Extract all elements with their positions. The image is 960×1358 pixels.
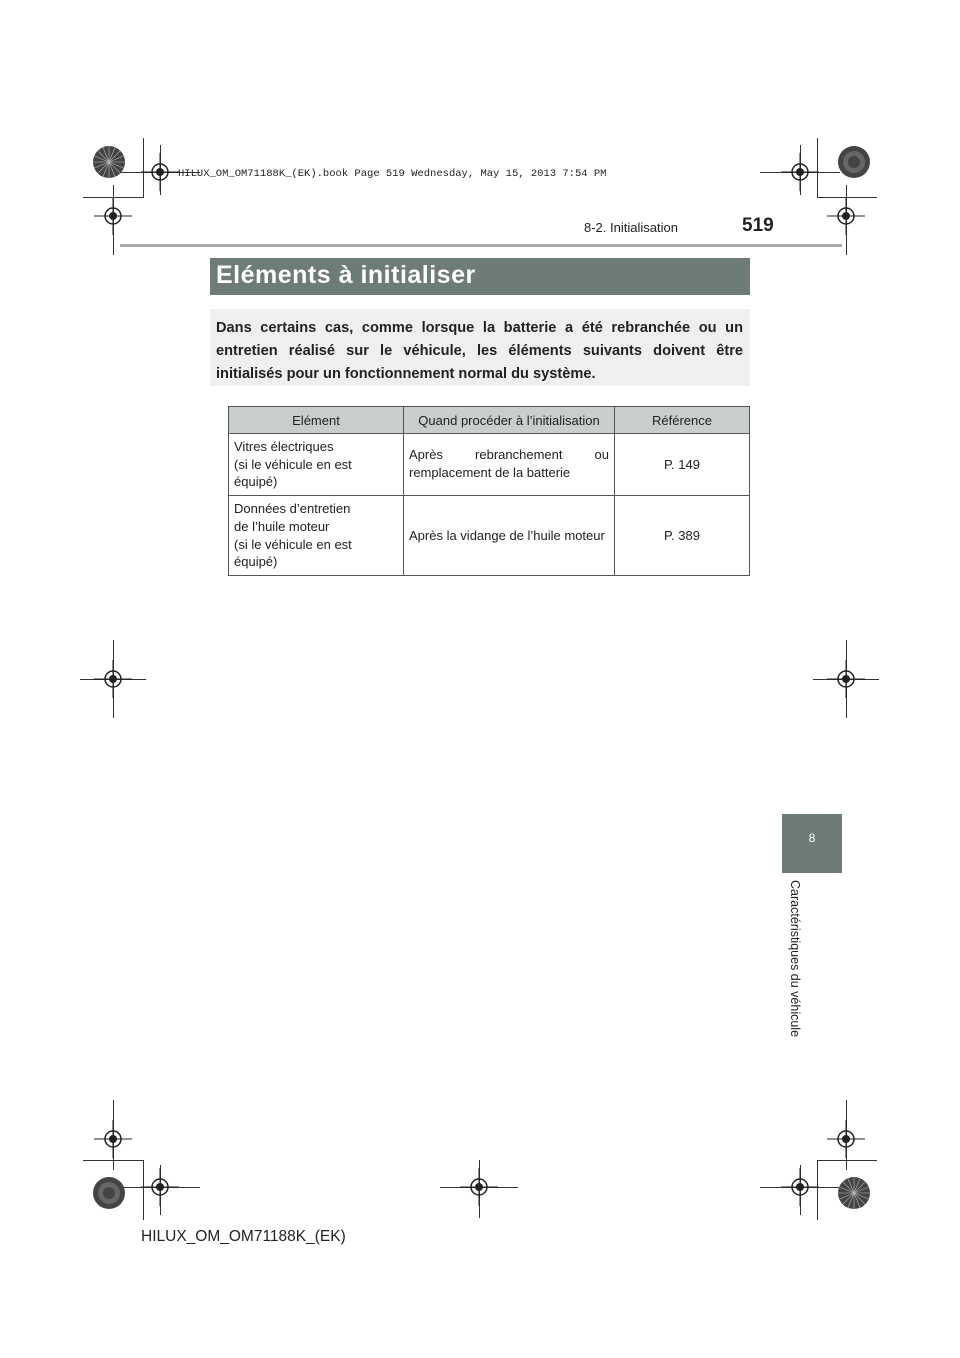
registration-mark-icon: [827, 197, 865, 235]
cell-reference: P. 389: [615, 496, 750, 576]
cell-element-line: Données d’entretien: [234, 501, 351, 517]
column-header-when: Quand procéder à l’initialisation: [404, 407, 615, 434]
registration-mark-icon: [94, 1120, 132, 1158]
chapter-title: Caractéristiques du véhicule: [788, 880, 802, 1038]
registration-mark-icon: [94, 660, 132, 698]
section-title-bar: [210, 258, 750, 295]
cell-element-line: (si le véhicule en est: [234, 456, 352, 472]
table-row: [229, 496, 750, 576]
initialization-table: [228, 406, 750, 576]
registration-mark-icon: [141, 153, 179, 191]
table-header-row: [229, 407, 750, 434]
cell-when: Après la vidange de l’huile moteur: [404, 496, 615, 576]
registration-mark-icon: [781, 1168, 819, 1206]
chapter-tab: [782, 814, 842, 873]
cell-element-line: Vitres électriques: [234, 439, 334, 455]
section-label: 8-2. Initialisation: [584, 220, 678, 235]
page-title: Eléments à initialiser: [216, 261, 476, 289]
starburst-dial-icon: [92, 145, 126, 179]
intro-text: Dans certains cas, comme lorsque la batterie a été rebranchée ou un entretien réalisé sur le véhicule, les éléments suivants doivent être initialisés pour un fonctionnement normal du système.: [216, 320, 743, 382]
column-header-element: Elément: [229, 407, 404, 434]
registration-mark-icon: [781, 153, 819, 191]
file-stamp: HILUX_OM_OM71188K_(EK).book Page 519 Wednesday, May 15, 2013 7:54 PM: [178, 168, 607, 180]
table-row: [229, 434, 750, 496]
registration-mark-icon: [94, 197, 132, 235]
chapter-number: 8: [808, 831, 816, 845]
cell-reference: P. 149: [615, 434, 750, 496]
cell-element-line: (si le véhicule en est: [234, 536, 352, 552]
intro-box: [210, 309, 750, 386]
cell-element-line: équipé): [234, 474, 278, 490]
header-rule: [120, 244, 842, 247]
starburst-dial-icon: [837, 1176, 871, 1210]
starburst-dial-icon: [837, 145, 871, 179]
registration-mark-icon: [827, 1120, 865, 1158]
crop-line: [817, 1160, 877, 1161]
registration-mark-icon: [141, 1168, 179, 1206]
cell-element: [229, 496, 404, 576]
registration-mark-icon: [827, 660, 865, 698]
cell-element: [229, 434, 404, 496]
crop-line: [83, 1160, 143, 1161]
footer-code: HILUX_OM_OM71188K_(EK): [141, 1228, 346, 1245]
starburst-dial-icon: [92, 1176, 126, 1210]
cell-element-line: équipé): [234, 554, 278, 570]
registration-mark-icon: [460, 1168, 498, 1206]
column-header-reference: Référence: [615, 407, 750, 434]
cell-when: Après rebranchement ou remplacement de la batterie: [404, 434, 615, 496]
page-number: 519: [742, 215, 774, 236]
cell-element-line: de l’huile moteur: [234, 518, 330, 534]
